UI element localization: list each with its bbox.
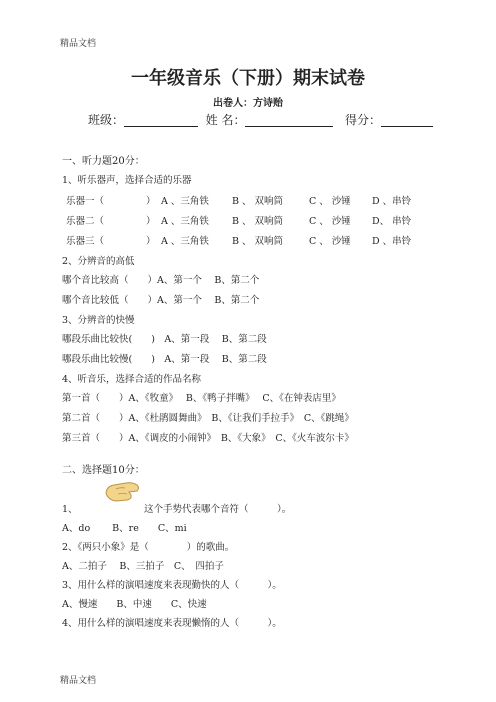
answer-paren[interactable]: ） xyxy=(146,236,156,247)
question-options: A、do B、re C、mi xyxy=(62,523,187,534)
option-c: C 、 沙锤 xyxy=(309,216,351,227)
section-heading-choice: 二、选择题10分： xyxy=(62,465,145,476)
question-line: 哪段乐曲比较慢( ) A、第一段 B、第二段 xyxy=(62,354,267,365)
page-header: 精品文档 xyxy=(60,39,97,49)
question-options: A、慢速 B、中速 C、快速 xyxy=(62,599,207,610)
answer-paren[interactable]: ） xyxy=(146,196,156,207)
option-a: A 、三角铁 xyxy=(161,196,209,207)
question-text: 这个手势代表哪个音符（ ）。 xyxy=(144,504,292,515)
score-label: 得分： xyxy=(344,113,381,127)
option-b: B 、 双响筒 xyxy=(232,196,284,207)
question-number: 1、 xyxy=(62,504,78,515)
section-heading-listening: 一、听力题20分： xyxy=(62,156,145,167)
option-d: D、 串铃 xyxy=(372,216,412,227)
option-d: D 、串铃 xyxy=(372,236,412,247)
author-line: 出卷人：方诗贻 xyxy=(213,98,283,109)
class-label: 班级： xyxy=(88,113,125,127)
option-c: C 、 沙锤 xyxy=(309,236,351,247)
score-field[interactable] xyxy=(381,113,433,127)
name-label: 姓 名： xyxy=(205,113,246,127)
option-a: A 、三角铁 xyxy=(161,216,209,227)
row-label: 乐器三（ xyxy=(66,236,105,247)
option-a: A 、三角铁 xyxy=(161,236,209,247)
question-options: A、二拍子 B、三拍子 C、 四拍子 xyxy=(62,561,224,572)
question-line: 哪个音比较高（ ）A、第一个 B、第二个 xyxy=(62,275,260,286)
row-label: 乐器一（ xyxy=(66,196,105,207)
name-field[interactable] xyxy=(245,113,333,127)
class-field[interactable] xyxy=(124,113,198,127)
question-text: 3、用什么样的演唱速度来表现勤快的人（ ）。 xyxy=(62,580,282,591)
question-prompt: 2、分辨音的高低 xyxy=(62,256,135,267)
option-b: B 、 双响筒 xyxy=(232,236,284,247)
option-c: C 、 沙锤 xyxy=(309,196,351,207)
page-footer: 精品文档 xyxy=(60,676,97,686)
row-label: 乐器二（ xyxy=(66,216,105,227)
question-line: 第一首（ ）A、《牧童》 B、《鸭子拌嘴》 C、《在钟表店里》 xyxy=(62,393,341,404)
answer-paren[interactable]: ） xyxy=(146,216,156,227)
option-b: B 、 双响筒 xyxy=(232,216,284,227)
question-line: 哪个音比较低（ ）A、第一个 B、第二个 xyxy=(62,295,260,306)
question-prompt: 3、分辨音的快慢 xyxy=(62,315,135,326)
question-text: 4、用什么样的演唱速度来表现懒惰的人（ ）。 xyxy=(62,618,282,629)
question-prompt: 4、听音乐，选择合适的作品名称 xyxy=(62,374,202,385)
question-line: 第二首（ ）A、《杜鹃圆舞曲》 B、《让我们手拉手》 C、《跳绳》 xyxy=(62,413,354,424)
student-info-line xyxy=(88,111,433,128)
question-prompt: 1、听乐器声，选择合适的乐器 xyxy=(62,175,192,186)
hand-sign-icon xyxy=(104,478,142,504)
question-line: 第三首（ ）A、《调皮的小闹钟》 B、《大象》 C、《火车波尔卡》 xyxy=(62,433,354,444)
question-line: 哪段乐曲比较快( ) A、第一段 B、第二段 xyxy=(62,334,267,345)
page-title: 一年级音乐（下册）期末试卷 xyxy=(131,68,365,89)
option-d: D 、串铃 xyxy=(372,196,412,207)
question-text: 2、《两只小象》是（ ）的歌曲。 xyxy=(62,542,235,553)
